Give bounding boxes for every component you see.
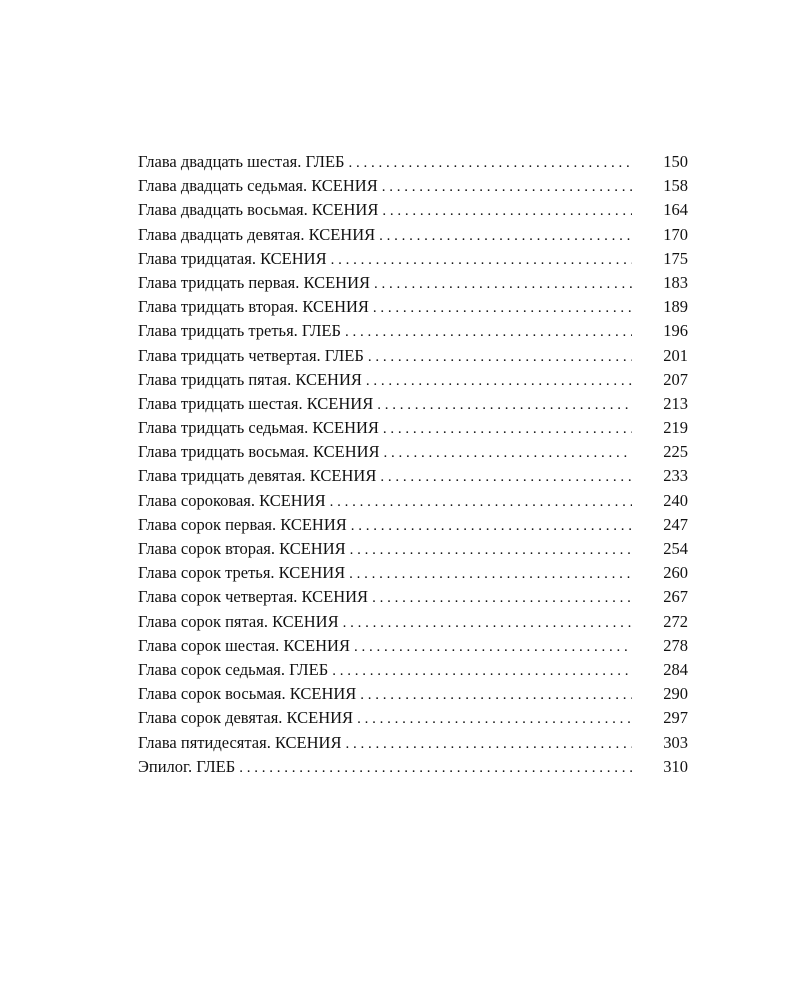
toc-leader-dots [382, 199, 632, 223]
toc-leader-dots [349, 151, 632, 175]
toc-leader-dots [345, 320, 632, 344]
toc-leader-dots [345, 732, 632, 756]
toc-entry-title: Глава тридцать третья. ГЛЕБ [138, 321, 341, 341]
toc-leader-dots [331, 248, 632, 272]
toc-entry-page: 260 [663, 563, 688, 583]
toc-entry-page: 310 [663, 756, 688, 776]
toc-leader-dots [351, 514, 632, 538]
toc-entry[interactable] [138, 198, 688, 222]
toc-entry-title: Глава тридцать шестая. КСЕНИЯ [138, 393, 374, 413]
toc-leader-dots [350, 538, 632, 562]
toc-leader-dots [374, 272, 632, 296]
toc-entry[interactable] [138, 489, 688, 513]
toc-leader-dots [332, 659, 632, 683]
toc-entry-page: 213 [663, 393, 688, 413]
toc-entry-title: Глава пятидесятая. КСЕНИЯ [138, 732, 342, 752]
toc-entry-title: Эпилог. ГЛЕБ [138, 756, 236, 776]
toc-entry-title: Глава тридцатая. КСЕНИЯ [138, 248, 327, 268]
toc-entry[interactable] [138, 440, 688, 464]
toc-entry[interactable] [138, 610, 688, 634]
toc-entry-title: Глава тридцать девятая. КСЕНИЯ [138, 466, 377, 486]
toc-entry[interactable] [138, 585, 688, 609]
toc-entry-title: Глава тридцать вторая. КСЕНИЯ [138, 297, 369, 317]
toc-entry-page: 247 [663, 514, 688, 534]
toc-entry-title: Глава сорок третья. КСЕНИЯ [138, 563, 346, 583]
toc-entry-page: 158 [663, 176, 688, 196]
toc-leader-dots [377, 393, 632, 417]
toc-entry[interactable] [138, 561, 688, 585]
toc-entry-title: Глава сороковая. КСЕНИЯ [138, 490, 326, 510]
toc-entry[interactable] [138, 319, 688, 343]
toc-entry[interactable] [138, 682, 688, 706]
toc-entry-page: 290 [663, 684, 688, 704]
toc-entry-page: 196 [663, 321, 688, 341]
toc-entry-page: 225 [663, 442, 688, 462]
toc-leader-dots [372, 586, 632, 610]
toc-leader-dots [373, 296, 632, 320]
toc-entry-page: 175 [663, 248, 688, 268]
table-of-contents [138, 150, 688, 779]
toc-entry-page: 272 [663, 611, 688, 631]
toc-leader-dots [366, 369, 632, 393]
toc-entry-title: Глава сорок четвертая. КСЕНИЯ [138, 587, 369, 607]
toc-entry-title: Глава двадцать девятая. КСЕНИЯ [138, 224, 376, 244]
toc-entry[interactable] [138, 634, 688, 658]
toc-entry-title: Глава тридцать седьмая. КСЕНИЯ [138, 418, 379, 438]
toc-entry-page: 183 [663, 272, 688, 292]
toc-leader-dots [330, 490, 632, 514]
toc-entry-title: Глава тридцать пятая. КСЕНИЯ [138, 369, 362, 389]
toc-entry-page: 150 [663, 152, 688, 171]
toc-entry-title: Глава тридцать четвертая. ГЛЕБ [138, 345, 364, 365]
toc-entry[interactable] [138, 295, 688, 319]
toc-leader-dots [239, 756, 632, 780]
toc-entry-page: 170 [663, 224, 688, 244]
toc-leader-dots [380, 465, 632, 489]
toc-entry[interactable] [138, 392, 688, 416]
toc-entry-title: Глава сорок пятая. КСЕНИЯ [138, 611, 339, 631]
toc-entry-page: 189 [663, 297, 688, 317]
toc-entry-page: 278 [663, 635, 688, 655]
toc-entry-title: Глава двадцать седьмая. КСЕНИЯ [138, 176, 378, 196]
toc-entry-title: Глава двадцать шестая. ГЛЕБ [138, 152, 345, 171]
toc-entry[interactable] [138, 464, 688, 488]
toc-entry-page: 254 [663, 539, 688, 558]
toc-entry[interactable] [138, 368, 688, 392]
toc-entry[interactable] [138, 416, 688, 440]
toc-entry-page: 207 [663, 369, 688, 389]
toc-entry[interactable] [138, 247, 688, 271]
toc-leader-dots [343, 611, 632, 635]
toc-entry[interactable] [138, 706, 688, 730]
toc-entry-page: 303 [663, 732, 688, 752]
toc-entry-page: 233 [663, 466, 688, 486]
toc-entry[interactable] [138, 658, 688, 682]
toc-entry-title: Глава сорок вторая. КСЕНИЯ [138, 539, 346, 558]
toc-entry[interactable] [138, 513, 688, 537]
toc-entry[interactable] [138, 731, 688, 755]
toc-entry-page: 164 [663, 200, 688, 220]
toc-entry-page: 284 [663, 659, 688, 679]
toc-entry-page: 201 [663, 345, 688, 365]
toc-leader-dots [383, 417, 632, 441]
toc-entry-title: Глава сорок восьмая. КСЕНИЯ [138, 684, 357, 704]
toc-entry-title: Глава сорок первая. КСЕНИЯ [138, 514, 347, 534]
toc-entry-title: Глава тридцать восьмая. КСЕНИЯ [138, 442, 380, 462]
toc-entry[interactable] [138, 755, 688, 779]
toc-leader-dots [384, 441, 632, 465]
toc-entry-page: 267 [663, 587, 688, 607]
toc-leader-dots [379, 224, 632, 248]
toc-entry-title: Глава сорок седьмая. ГЛЕБ [138, 659, 329, 679]
toc-leader-dots [368, 345, 632, 369]
toc-entry-page: 240 [663, 490, 688, 510]
toc-entry-title: Глава сорок девятая. КСЕНИЯ [138, 708, 354, 728]
toc-entry-title: Глава сорок шестая. КСЕНИЯ [138, 635, 350, 655]
toc-leader-dots [357, 707, 632, 731]
toc-leader-dots [349, 562, 632, 586]
toc-entry-page: 297 [663, 708, 688, 728]
toc-leader-dots [354, 635, 632, 659]
toc-leader-dots [360, 683, 632, 707]
toc-entry-title: Глава двадцать восьмая. КСЕНИЯ [138, 200, 379, 220]
toc-entry[interactable] [138, 174, 688, 198]
toc-entry[interactable] [138, 223, 688, 247]
toc-entry[interactable] [138, 537, 688, 561]
toc-leader-dots [382, 175, 632, 199]
toc-entry-title: Глава тридцать первая. КСЕНИЯ [138, 272, 371, 292]
toc-entry-page: 219 [663, 418, 688, 438]
toc-entry[interactable] [138, 271, 688, 295]
toc-entry[interactable] [138, 344, 688, 368]
toc-entry[interactable] [138, 150, 688, 174]
